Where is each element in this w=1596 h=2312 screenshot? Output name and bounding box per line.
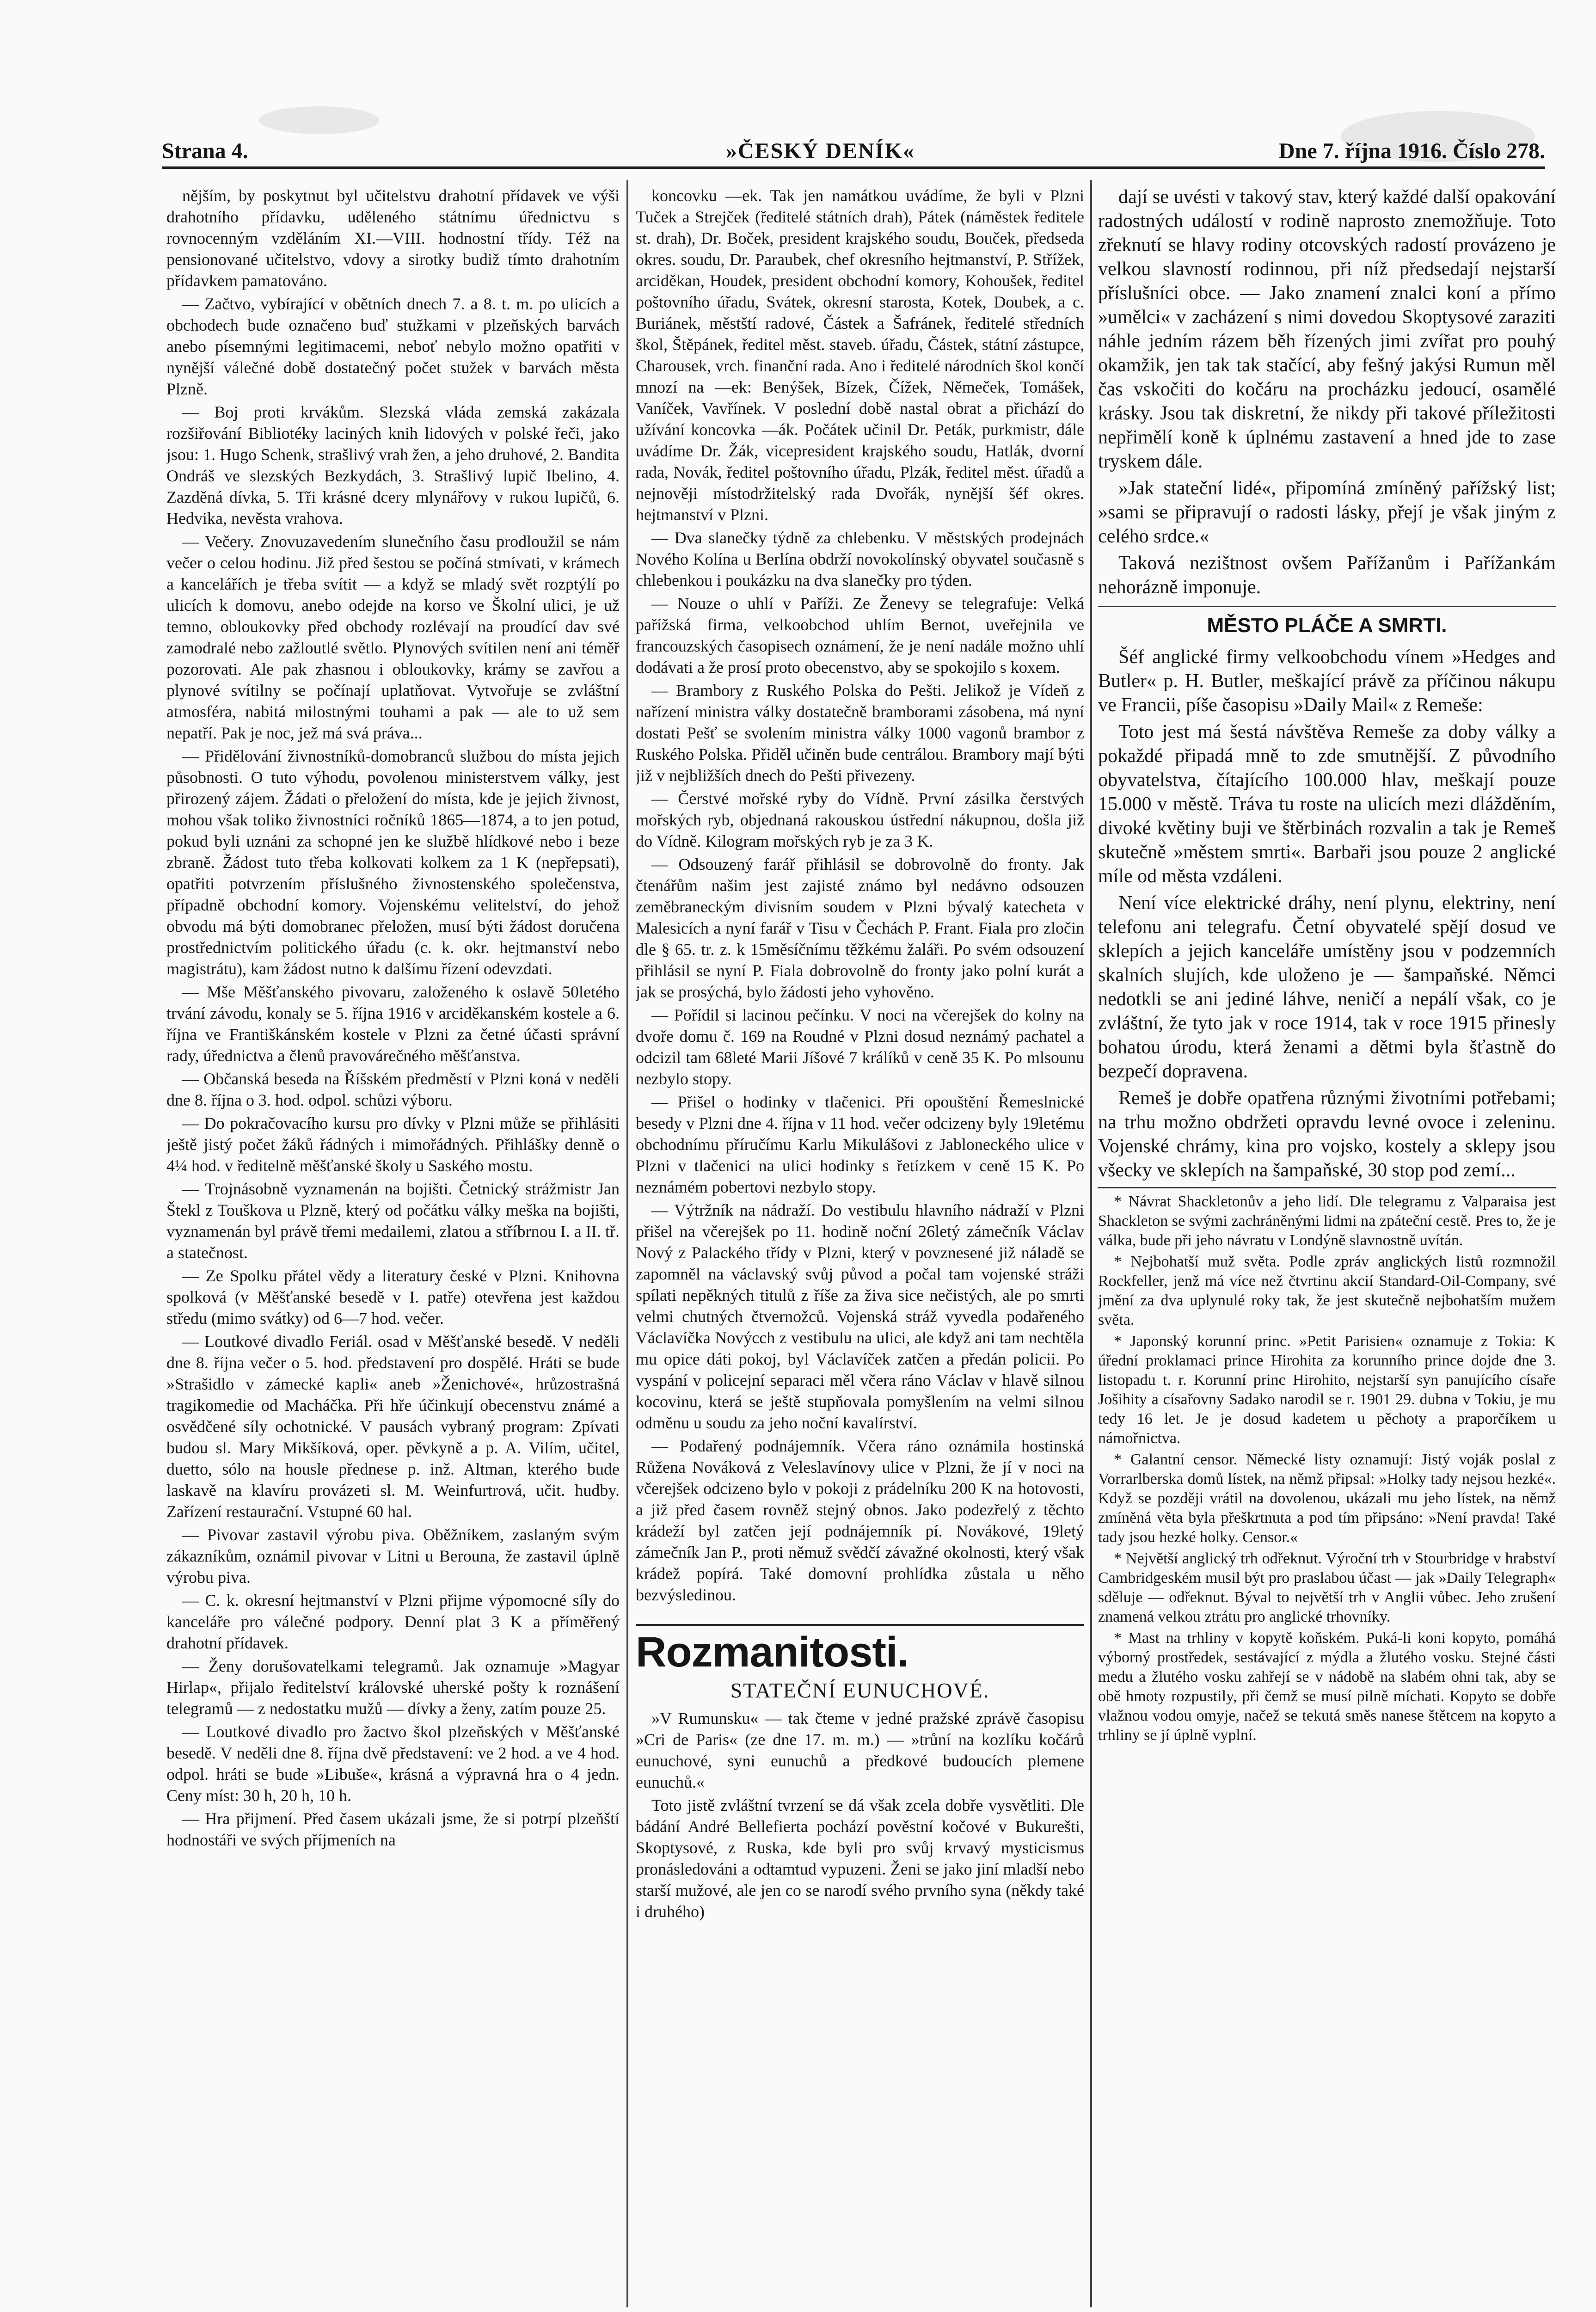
- column-rule: [626, 180, 628, 2307]
- article-paragraph: »Jak stateční lidé«, připomíná zmíněný pařížský list; »sami se připravují o radosti lásky, přejí je však jiným z celého srdce.«: [1098, 478, 1556, 547]
- article-paragraph: — Přidělování živnostníků-domobranců službou do místa jejich působnosti. O tuto výhodu, povolenou ministerstvem války, jest přirozený zájem. Žádati o přeložení do místa, kde je jejich živnost, mohou však toliko živnostníci ročníků 1865—1874, a to jen potud, pokud byli uznáni za schopné jen ke službě hlídkové nebo i beze zbraně. Žádost tuto třeba kolkovati kolkem za 1 K (nepřepsati), opatřiti potvrzením příslušného živnostenského společenstva, případně obchodní komory. Vojenskému velitelství, do jehož obvodu má býti domobranec přeložen, musí býti žádost doručena prostřednictvím politického úřadu (c. k. okr. hejtmanství nebo magistrátu), kam žádost nutno k dalšímu řízení odevzdati.: [166, 747, 620, 978]
- running-head: [162, 134, 1545, 169]
- article-paragraph: — Brambory z Ruského Polska do Pešti. Jelikož je Vídeň z nařízení ministra války dostatečně bramborami zásobena, má nyní dostati Pešť se svolením ministra války 1000 vagonů brambor z Ruského Polska. Přiděl učiněn bude centrálou. Brambory mají býti již v nejbližších dnech do Pešti přivezeny.: [636, 681, 1084, 785]
- article-paragraph: — Čerstvé mořské ryby do Vídně. První zásilka čerstvých mořských ryb, objednaná rakouskou ústřední nákupnou, došla již do Vídně. Kilogram mořských ryb je za 3 K.: [636, 789, 1084, 850]
- news-item: * Návrat Shackletonův a jeho lidí. Dle telegramu z Valparaisa jest Shackleton se svými zachráněnými lidmi na zpáteční cestě. Pres to, že je válka, bude při jeho návratu v Londýně slavnostně uvítán.: [1098, 1193, 1556, 1249]
- page-number: Strana 4.: [162, 139, 248, 163]
- column-left: [166, 185, 620, 2312]
- article-paragraph: Není více elektrické dráhy, není plynu, elektriny, není telefonu ani telegrafu. Četní obyvatelé spějí dosud ve sklepích a jejich kanceláře umístěny jsou v podzemních skalních slujích, kde uloženo je — šampaňské. Němci nedotkli se ani jediné láhve, neničí a nepálí však, co je zvláštní, že tyto jak v roce 1914, tak v roce 1915 přinesly bohatou úrodu, která ženami a dětmi byla šťastně do bezpečí dopravena.: [1098, 892, 1556, 1082]
- article-paragraph: — Občanská beseda na Říšském předměstí v Plzni koná v neděli dne 8. října o 3. hod. odpol. schůzi výboru.: [166, 1070, 620, 1109]
- article-headline: MĚSTO PLÁČE A SMRTI.: [1098, 606, 1556, 638]
- article-paragraph: — Ze Spolku přátel vědy a literatury české v Plzni. Knihovna spolková (v Měšťanské besedě v I. patře) otevřena jest každou středu (mimo svátky) od 6—7 hod. večer.: [166, 1267, 620, 1328]
- column-middle: [636, 185, 1084, 2312]
- article-paragraph: — Nouze o uhlí v Paříži. Ze Ženevy se telegrafuje: Velká pařížská firma, velkoobchod uhlím Bernot, uveřejnila ve francouzských časopisech oznámení, že je není nadále možno uhlí dodávati a že prosí proto obecenstvo, aby se spokojilo s koxem.: [636, 594, 1084, 676]
- section-rozmanitosti: [636, 1624, 1084, 1701]
- article-paragraph: Taková nezištnost ovšem Pařížanům i Pařížankám nehorázně imponuje.: [1098, 553, 1556, 598]
- article-paragraph: — Mše Měšťanského pivovaru, založeného k oslavě 50letého trvání závodu, konaly se 5. října 1916 v arciděkanském kostele a 6. října ve Františkánském kostele v Plzni za četné účasti správní rady, úřednictva a členů pravovárečného měšťanstva.: [166, 983, 620, 1065]
- article-paragraph: — Podařený podnájemník. Včera ráno oznámila hostinská Růžena Nováková z Veleslavínovy ulice v Plzni, že jí v noci na včerejšek odcizeno bylo v pokoji z prádelníku 200 K na hotovosti, a již před časem rovněž stejný obnos. Jako podezřelý z těchto krádeží byl zatčen její podnájemník pí. Novákové, 19letý zámečník Jan P., proti němuž svědčí závažné okolnosti, který však krádež popírá. Také domovní prohlídka zůstala u něho bezvýsledinou.: [636, 1437, 1084, 1604]
- article-paragraph: — Výtržník na nádraží. Do vestibulu hlavního nádraží v Plzni přišel na včerejšek po 11. hodině noční 26letý zámečník Václav Nový z Palackého třídy v Plzni, který v povznesené již náladě se zapomněl na václavský svůj původ a počal tam vojenské stráži spílati nepěkných titulů z říše za živa sice nečistých, ale po smrti velmi chutných čtvernožců. Vojenská stráž vyvedla podařeného Václavíčka Novýcch z vestibulu na ulici, ale když ani tam nechtěla mu opice dáti pokoj, byl Václavíček zatčen a předán policii. Po vyspání v policejní separaci měl včera ráno Václav v hlavě silnou kocovinu, která se ještě stupňovala pomyšlením na velmi silnou odměnu u soudu za jeho noční kavalírství.: [636, 1201, 1084, 1432]
- article-paragraph: »V Rumunsku« — tak čteme v jedné pražské zprávě časopisu »Cri de Paris« (ze dne 17. m. m.) — »trůní na kozlíku kočárů eunuchové, syni eunuchů a předkové budoucích plemene eunuchů.«: [636, 1709, 1084, 1791]
- news-item: * Nejbohatší muž světa. Podle zpráv anglických listů rozmnožil Rockfeller, jenž má více než čtvrtinu akcií Standard-Oil-Company, své jmění za dva uplynulé roky tak, že jest skutečně nejbohatším mužem světa.: [1098, 1253, 1556, 1328]
- article-paragraph: Toto jest má šestá návštěva Remeše za doby války a pokaždé připadá mně to zde smutnější. Z původního obyvatelstva, čítajícího 100.000 hlav, meškají pouze 15.000 v městě. Tráva tu roste na ulicích mezi dlážděním, divoké květiny buji ve štěrbinách rozvalin a tak je Remeš skutečně »městem smrti«. Barbaři jsou pouze 2 anglické míle od města vzdáleni.: [1098, 721, 1556, 887]
- section-title: Rozmanitosti.: [636, 1629, 909, 1676]
- article-paragraph: Remeš je dobře opatřena různými životními potřebami; na trhu možno obdržeti opravdu levné ovoce i zeleninu. Vojenské chrámy, kina pro vojsko, kostely a sklepy jsou všecky ve sklepích na šampaňské, 30 stop pod zemí...: [1098, 1088, 1556, 1181]
- article-paragraph: — Dva slanečky týdně za chlebenku. V městských prodejnách Nového Kolína u Berlína obdrží novokolínský obyvatel současně s chlebenkou i poukázku na dva slanečky pro týden.: [636, 529, 1084, 590]
- article-paragraph: — Přišel o hodinky v tlačenici. Při opouštění Řemeslnické besedy v Plzni dne 4. října v 11 hod. večer odcizeny byly 19letému obchodnímu příručímu Karlu Mikulášovi z Jabloneckého ulice v Plzni v tlačenici na ulici hodinky s řetízkem v ceně 15 K. Po neznámém pobertovi nezbylo stopy.: [636, 1093, 1084, 1196]
- article-paragraph: — Odsouzený farář přihlásil se dobrovolně do fronty. Jak čtenářům našim jest zajisté známo byl nedávno odsouzen zeměbraneckým divisním soudem v Plzni bývalý katecheta v Malesicích a nyní farář v Tisu v Čechách P. Frant. Fiala pro zločin dle § 65. tr. z. k 15měsíčnímu těžkému žaláři. Po svém odsouzení přihlásil se nyní P. Fiala dobrovolně do fronty jako polní kurát a jak se prosýchá, bylo žádosti jeho vyhověno.: [636, 855, 1084, 1001]
- news-item: * Galantní censor. Německé listy oznamují: Jistý voják poslal z Vorrarlberska domů lístek, na němž připsal: »Holky tady nejsou hezké«. Když se později vrátil na dovolenou, ukázali mu jeho lístek, na němž zmíněná věta byla přeškrtnuta a pod tím připsáno: »Není pravda! Také tady jsou hezké holky. Censor.«: [1098, 1451, 1556, 1546]
- article-paragraph: Šéf anglické firmy velkoobchodu vínem »Hedges and Butler« p. H. Butler, meškající právě za příčinou nákupu ve Francii, píše časopisu »Daily Mail« z Remeše:: [1098, 646, 1556, 716]
- article-paragraph: — Začtvo, vybírající v obětních dnech 7. a 8. t. m. po ulicích a obchodech bude označeno buď stužkami v plzeňských barvách anebo písemnými legitimacemi, neboť nebylo možno opatřiti v nynější válečné době dostatečný počet stužek v barvách města Plzně.: [166, 295, 620, 398]
- news-item: * Japonský korunní princ. »Petit Parisien« oznamuje z Tokia: K úřední proklamaci prince Hirohita za korunního prince dojde dne 3. listopadu t. r. Korunní princ Hirohito, nejstarší syn panujícího císaře Jošihity a císařovny Sadako narodil se r. 1901 29. dubna v Tokiu, je mu tedy 16 let. Je je dosud kadetem u pěchoty a praporčíkem u námořnictva.: [1098, 1333, 1556, 1447]
- article-paragraph: — Boj proti krvákům. Slezská vláda zemská zakázala rozšiřování Bibliotéky laciných knih lidových v polské řeči, jako jsou: 1. Hugo Schenk, strašlivý vrah žen, a jeho druhové, 2. Bandita Ondráš ve slezských Bezkydách, 3. Strašlivý lupič Ibelino, 4. Zazděná dívka, 5. Tři krásné dcery mlynářovy v rukou lupičů, 6. Hedvika, nevěsta vrahova.: [166, 403, 620, 528]
- article-paragraph: — Pivovar zastavil výrobu piva. Oběžníkem, zaslaným svým zákazníkům, oznámil pivovar v Litni u Berouna, že zastavil úplně výrobu piva.: [166, 1525, 620, 1586]
- article-paragraph: — Večery. Znovuzavedením slunečního času prodloužil se nám večer o celou hodinu. Již před šestou se počíná stmívati, v krámech a kancelářích je třeba svítit — a když se mladý svět rozptýlí po ulicích k domovu, anebo odejde na korso ve Školní ulici, je už temno, obloukovky před obchody rozlévají na proudící dav své zamodralé nebo zažloutlé světlo. Plynových svítilen není ani téměř pozorovati. Ale pak zhasnou i obloukovky, krámy se zavřou a plynové svítilny se počínají uplatňovat. Vytvořuje se zvláštní atmosféra, nabitá milostnými touhami a pak — ale to už sem nepatří. Pak je noc, jež má svá práva...: [166, 532, 620, 742]
- article-paragraph: — Pořídil si lacinou pečínku. V noci na včerejšek do kolny na dvoře domu č. 169 na Roudné v Plzni dosud neznámý pachatel a odcizil tam 68leté Marii Jíšové 7 králíků v ceně 35 K. Po mlsounu nezbylo stopy.: [636, 1006, 1084, 1088]
- column-right: [1098, 185, 1556, 2312]
- article-paragraph: — C. k. okresní hejtmanství v Plzni přijme výpomocné síly do kanceláře pro válečné podpory. Denní plat 3 K a příměřený drahotní přídavek.: [166, 1591, 620, 1652]
- article-paragraph: koncovku —ek. Tak jen namátkou uvádíme, že byli v Plzni Tuček a Strejček (ředitelé státních drah), Pátek (náměstek ředitele st. drah), Dr. Boček, president krajského soudu, Bouček, předseda okres. soudu, Dr. Paraubek, chef okresního hejtmanství, P. Střížek, arciděkan, Houdek, president obchodní komory, Kohoušek, ředitel poštovního úřadu, Svátek, okresní starosta, Kotek, Doubek, a c. Buriánek, městští radové, Částek a Šafránek, ředitelé středních škol, Štěpánek, ředitel měst. staveb. úřadu, Částek, státní zástupce, Charousek, vrch. finanční rada. Ano i ředitelé národních škol končí mnozí na —ek: Benýšek, Bízek, Čížek, Němeček, Tomášek, Vaníček, Vavřínek. V poslední době nastal obrat a přichází do užívání koncovka —ák. Počátek učinil Dr. Peták, purkmistr, dále uvádíme Dr. Žák, vicepresident krajského soudu, Hatlák, dvorní rada, Novák, ředitel poštovního úřadu, Plzák, ředitel měst. úřadů a nejnověji místodržitelský rada Dvořák, nynější šéf okres. hejtmanství v Plzni.: [636, 186, 1084, 524]
- article-paragraph: — Loutkové divadlo pro žactvo škol plzeňských v Měšťanské besedě. V neděli dne 8. října dvě představení: ve 2 hod. a ve 4 hod. odpol. hráti se bude »Libuše«, krásná a výpravná hra o 4 jedn. Ceny míst: 30 h, 20 h, 10 h.: [166, 1722, 620, 1805]
- paper-stain: [259, 106, 379, 134]
- masthead-title: »ČESKÝ DENÍK«: [726, 139, 915, 163]
- article-paragraph: — Hra přijmení. Před časem ukázali jsme, že si potrpí plzeňští hodnostáři ve svých příjmeních na: [166, 1809, 620, 1849]
- article-paragraph: — Do pokračovacího kursu pro dívky v Plzni může se přihlásiti ještě jistý počet žáků řádných i mimořádných. Přihlášky denně o 4¼ hod. v ředitelně měšťanské školy u Saského mostu.: [166, 1114, 620, 1175]
- article-paragraph: nějším, by poskytnut byl učitelstvu drahotní přídavek ve výši drahotního přídavku, uděleného státnímu úřednictvu s rovnocenným vzděláním XI.—VIII. hodnostní třídy. Též na pensionované učitelstvo, vdovy a sirotky budiž tímto drahotním přídavkem pamatováno.: [166, 186, 620, 290]
- column-rule: [1090, 180, 1092, 2307]
- news-item: * Největší anglický trh odřeknut. Výroční trh v Stourbridge v hrabství Cambridgeském musil být pro praslabou účast — jak »Daily Telegraph« sděluje — odřeknut. Býval to největší trh v Anglii vůbec. Jeho zrušení znamená velkou ztrátu pro anglické trhovníky.: [1098, 1550, 1556, 1625]
- divider: [1098, 1187, 1556, 1188]
- article-headline: STATEČNÍ EUNUCHOVÉ.: [730, 1679, 990, 1702]
- article-paragraph: — Trojnásobně vyznamenán na bojišti. Četnický strážmistr Jan Štekl z Touškova u Plzně, který od počátku války meška na bojišti, vyznamenán byl právě třemi medailemi, zlatou a stříbrnou I. a II. tř. a statečnost.: [166, 1180, 620, 1262]
- issue-date: Dne 7. října 1916. Číslo 278.: [1279, 139, 1545, 163]
- article-paragraph: dají se uvésti v takový stav, který každé další opakování radostných událostí v rodině naprosto znemožňuje. Toto zřeknutí se hlavy rodiny otcovských radostí provázeno je velkou slavností rodinnou, při níž předsedají nejstarší příslušníci obce. — Jako znamení znalci koní a přímo »umělci« v zacházení s nimi dovedou Skoptysové zaraziti náhle jedním rázem běh řízených jimi zvířat pro pouhý okamžik, jen tak tak stačící, aby fešný jakýsi Rumun měl čas vskočiti do kočáru na procházku jedoucí, osamělé krásky. Jsou tak diskretní, že nikdy při takové příležitosti nepřimělí koně k úplnému zastavení a hned jde to zase tryskem dále.: [1098, 186, 1556, 472]
- news-item: * Mast na trhliny v kopytě koňském. Puká-li koni kopyto, pomáhá výborný prostředek, sestávající z mýdla a žlutého vosku. Stejné části medu a žlutého vosku zahřejí se v nádobě na slabém ohni tak, aby se obě hmoty rozpustily, při čemž se musí pilně míchati. Kopyto se dobře vlažnou vodou omyje, načež se tekutá směs nanese štětcem na kopyto a trhliny se jí úplně vyplní.: [1098, 1629, 1556, 1744]
- article-paragraph: — Loutkové divadlo Feriál. osad v Měšťanské besedě. V neděli dne 8. října večer o 5. hod. představení pro dospělé. Hráti se bude »Strašidlo v zámecké kapli« aneb »Ženichové«, hrůzostrašná tragikomedie od Macháčka. Při hře účinkují obecenstvu známé a osvědčené síly ochotnické. V pausách vybraný program: Zpívati budou sl. Mary Mikšíková, oper. pěvkyně a p. A. Vilím, učitel, duetto, sólo na housle přednese p. inž. Altman, kterého bude laskavě na klavíru provázeti sl. M. Weinfurtrová, učit. hudby. Zařízení restaurační. Vstupné 60 hal.: [166, 1332, 620, 1521]
- article-paragraph: — Ženy dorušovatelkami telegramů. Jak oznamuje »Magyar Hirlap«, přijalo ředitelství královské uherské pošty k roznášení telegramů — z nedostatku mužů — dívky a ženy, zatím pouze 25.: [166, 1657, 620, 1718]
- article-paragraph: Toto jistě zvláštní tvrzení se dá však zcela dobře vysvětliti. Dle bádání André Bellefierta pochází pověstní kočové v Bukurešti, Skoptysové, z Ruska, kde byli pro svůj krvavý mysticismus pronásledováni a odtamtud vypuzeni. Ženi se jako jiní mladší nebo starší mužové, ale jen co se narodí svého prvního syna (někdy také i druhého): [636, 1796, 1084, 1921]
